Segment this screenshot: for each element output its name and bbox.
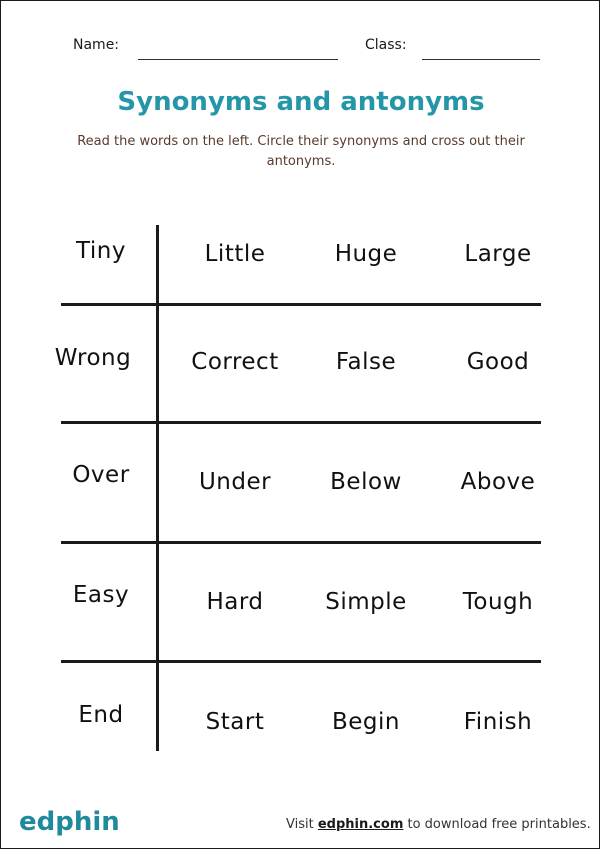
option-word: Tough (462, 589, 534, 615)
option-word: Correct (191, 349, 279, 375)
row-divider (61, 303, 541, 306)
cue-word: Wrong (54, 345, 132, 371)
footer-note (286, 817, 591, 832)
edphin-logo: edphin (19, 807, 120, 837)
option-word: Start (205, 709, 265, 735)
option-word: Below (330, 469, 402, 495)
row-divider (61, 421, 541, 424)
option-word: Simple (325, 589, 407, 615)
class-write-line (422, 59, 540, 60)
row-divider (61, 660, 541, 663)
option-word: Hard (206, 589, 264, 615)
option-word: Good (466, 349, 530, 375)
class-label: Class: (365, 37, 407, 53)
instructions: Read the words on the left. Circle their synonyms and cross out their antonyms. (77, 134, 525, 169)
cue-word: Tiny (76, 238, 126, 264)
table-vertical-divider (156, 225, 159, 751)
cue-word: End (78, 702, 124, 728)
option-word: Above (460, 469, 536, 495)
option-word: Begin (332, 709, 400, 735)
footer-suffix: to download free printables. (403, 817, 591, 832)
edphin-link[interactable]: edphin.com (317, 817, 404, 832)
name-label: Name: (73, 37, 120, 53)
worksheet-title: Synonyms and antonyms (117, 87, 485, 117)
cue-word: Easy (72, 582, 130, 608)
option-word: Under (198, 469, 272, 495)
option-word: Large (464, 241, 532, 267)
option-word: False (335, 349, 397, 375)
name-write-line (138, 59, 338, 60)
option-word: Huge (334, 241, 398, 267)
option-word: Little (204, 241, 266, 267)
word-table (1, 1, 600, 850)
cue-word: Over (72, 462, 130, 488)
row-divider (61, 541, 541, 544)
option-word: Finish (463, 709, 533, 735)
footer-prefix: Visit (286, 817, 318, 832)
